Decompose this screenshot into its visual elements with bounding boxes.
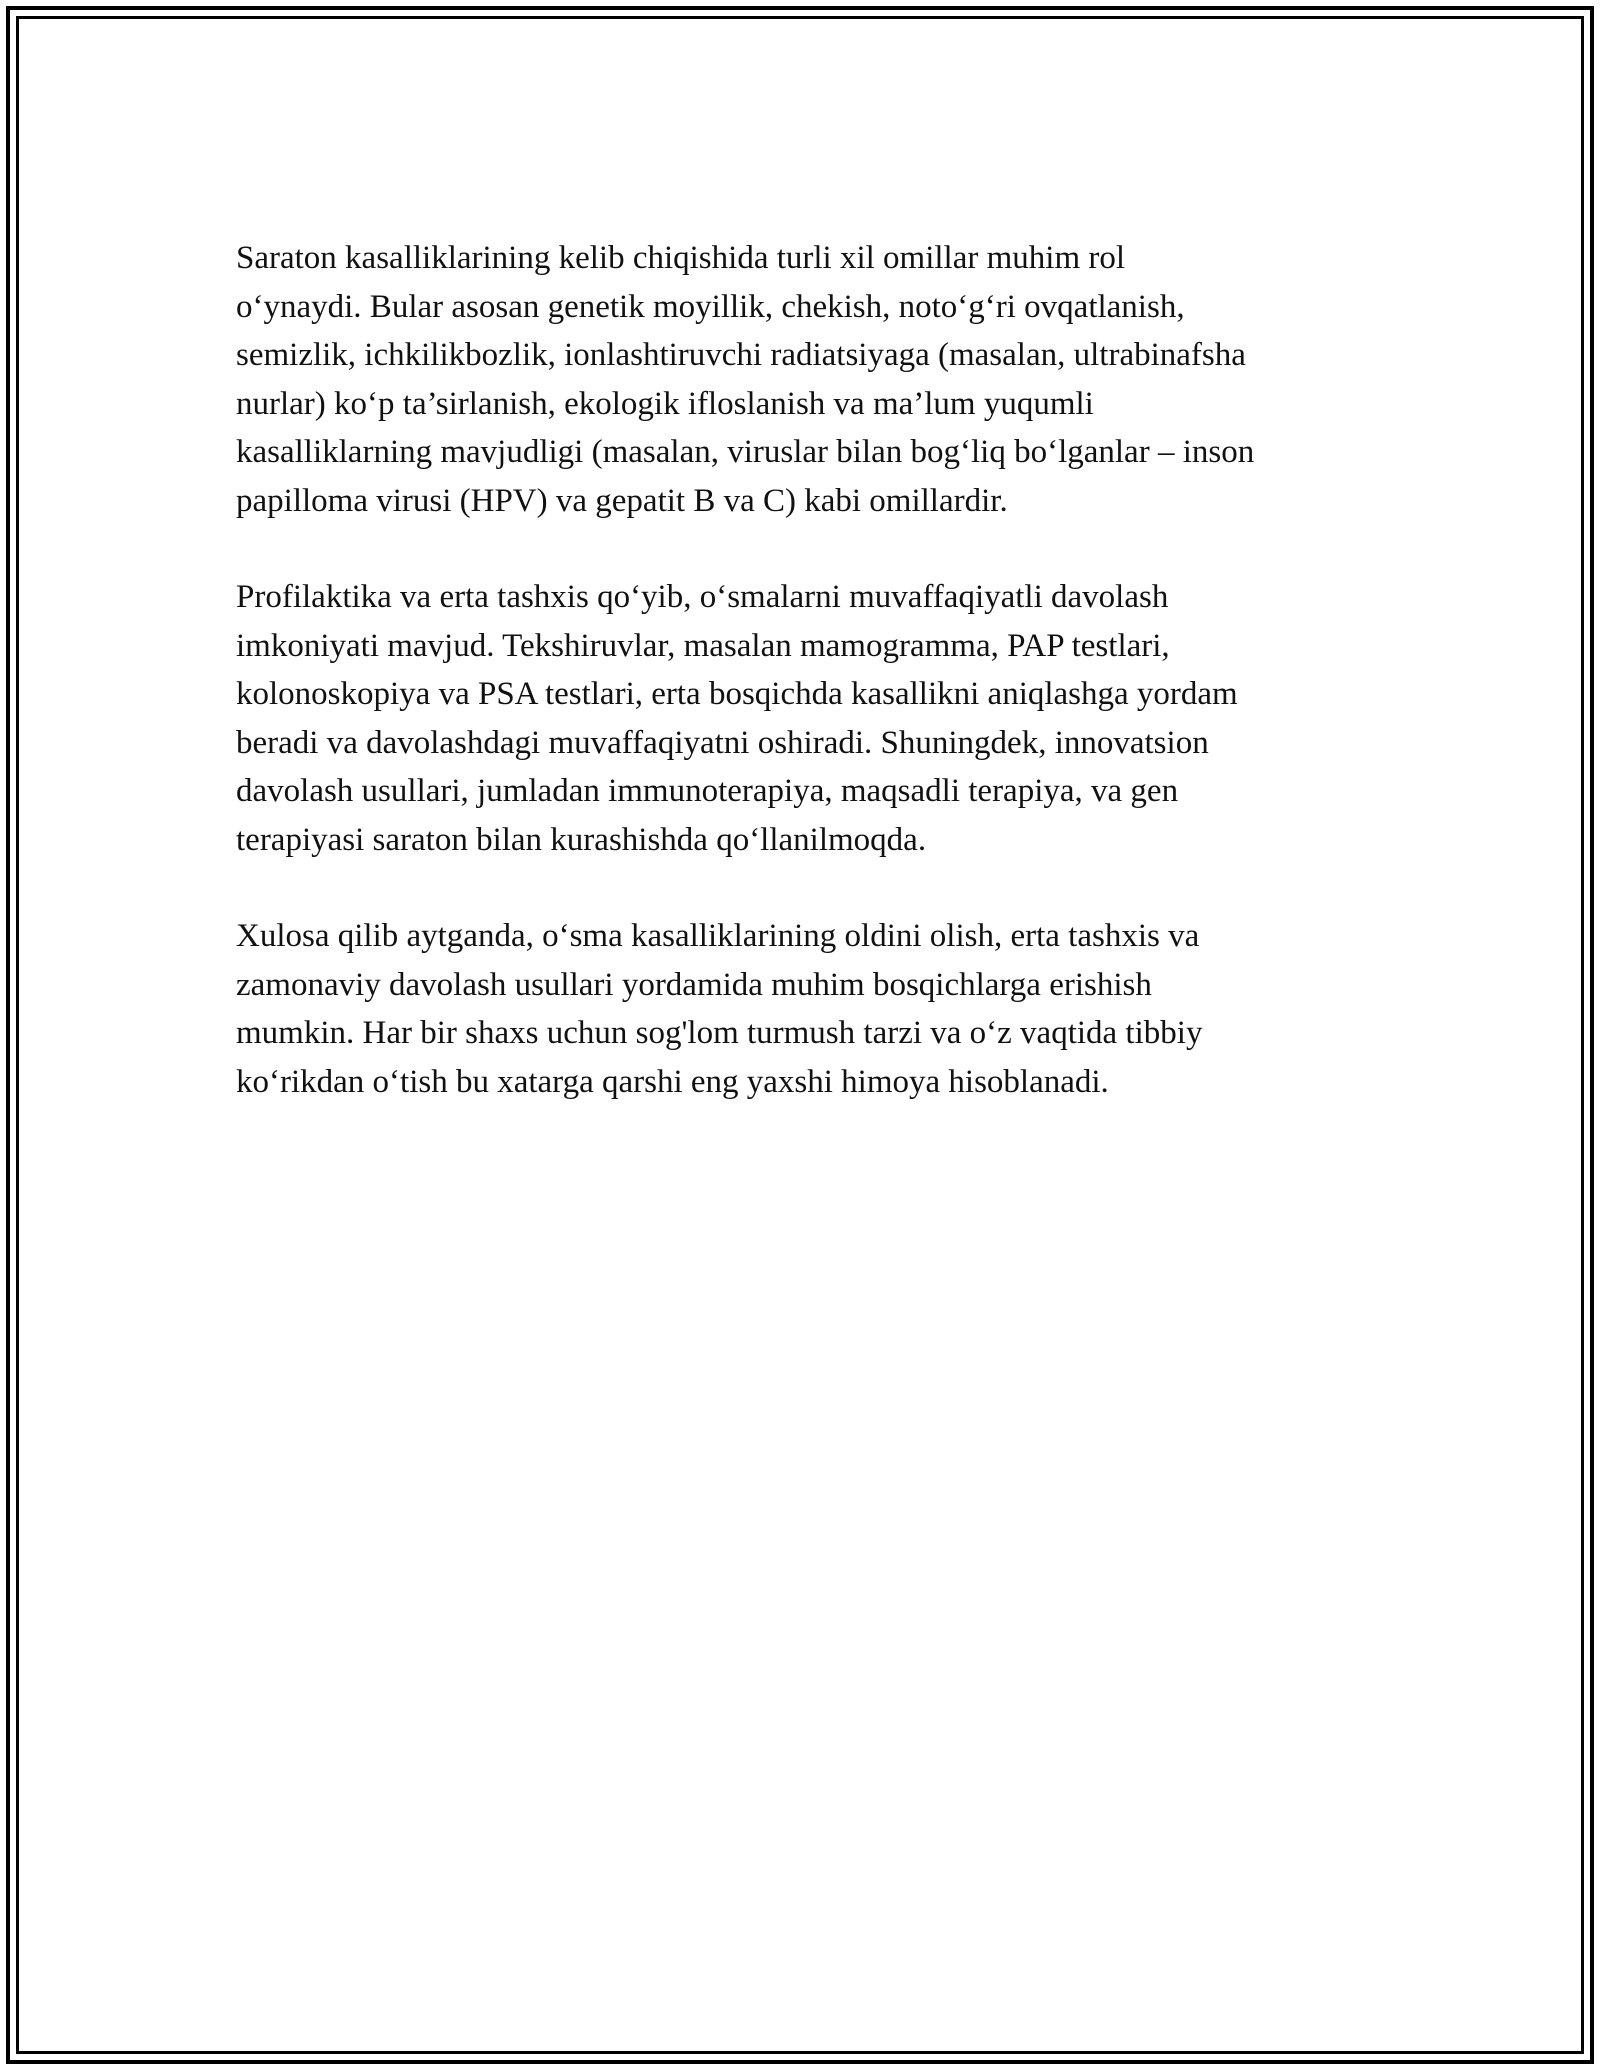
text-line: papilloma virusi (HPV) va gepatit B va C) kabi omillardir.: [236, 482, 1008, 519]
text-line: semizlik, ichkilikbozlik, ionlashtiruvchi radiatsiyaga (masalan, ultrabinafsha: [236, 337, 1246, 373]
text-line: Xulosa qilib aytganda, o‘sma kasalliklarining oldini olish, erta tashxis va: [236, 918, 1200, 954]
document-body: [236, 234, 1386, 1154]
paragraph-causes: [236, 234, 1386, 525]
paragraph-prevention: [236, 573, 1386, 864]
text-line: kolonoskopiya va PSA testlari, erta bosqichda kasallikni aniqlashga yordam: [236, 676, 1238, 712]
text-line: zamonaviy davolash usullari yordamida muhim bosqichlarga erishish: [236, 966, 1152, 1003]
text-line: Saraton kasalliklarining kelib chiqishida turli xil omillar muhim rol: [236, 240, 1126, 276]
paragraph-conclusion: [236, 912, 1386, 1106]
text-line: terapiyasi saraton bilan kurashishda qo‘llanilmoqda.: [236, 821, 927, 858]
text-line: imkoniyati mavjud. Tekshiruvlar, masalan mamogramma, PAP testlari,: [236, 627, 1170, 664]
text-line: Profilaktika va erta tashxis qo‘yib, o‘smalarni muvaffaqiyatli davolash: [236, 579, 1169, 615]
text-line: kasalliklarning mavjudligi (masalan, viruslar bilan bog‘liq bo‘lganlar – inson: [236, 434, 1255, 470]
text-line: nurlar) ko‘p ta’sirlanish, ekologik ifloslanish va ma’lum yuqumli: [236, 385, 1094, 422]
text-line: o‘ynaydi. Bular asosan genetik moyillik, chekish, noto‘g‘ri ovqatlanish,: [236, 288, 1185, 325]
text-line: ko‘rikdan o‘tish bu xatarga qarshi eng yaxshi himoya hisoblanadi.: [236, 1063, 1109, 1100]
text-line: davolash usullari, jumladan immunoterapiya, maqsadli terapiya, va gen: [236, 773, 1179, 809]
text-line: mumkin. Har bir shaxs uchun sog'lom turmush tarzi va o‘z vaqtida tibbiy: [236, 1015, 1203, 1051]
text-line: beradi va davolashdagi muvaffaqiyatni oshiradi. Shuningdek, innovatsion: [236, 724, 1209, 761]
